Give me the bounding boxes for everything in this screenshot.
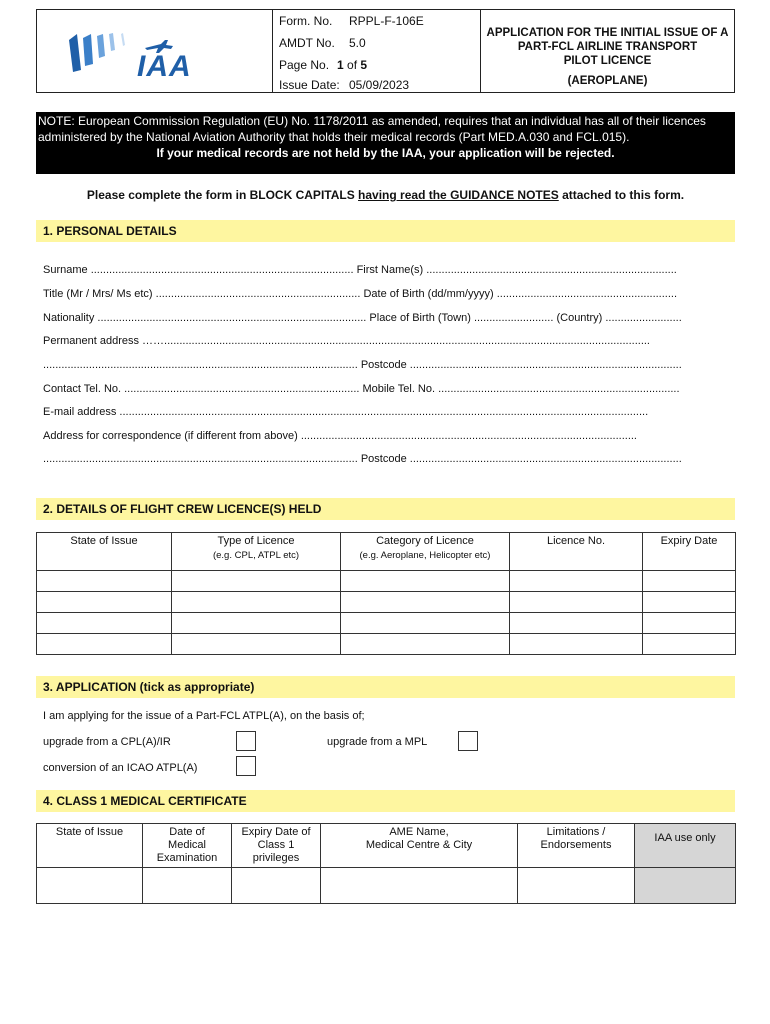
instruction-before: Please complete the form in BLOCK CAPITALS: [86, 188, 359, 202]
page-label: Page No.: [279, 58, 330, 72]
note-banner: [36, 112, 735, 174]
checkbox-icao-atpl[interactable]: [236, 756, 256, 776]
option-mpl-label: upgrade from a MPL: [327, 736, 428, 748]
page-current: 1: [337, 58, 344, 72]
application-intro: I am applying for the issue of a Part-FCL ATPL(A), on the basis of;: [43, 710, 365, 722]
telephone-field[interactable]: Contact Tel. No. ............................................................................. Mobile Tel. No. ...............................................................................: [43, 383, 680, 395]
title-line-2: PART-FCL AIRLINE TRANSPORT: [517, 41, 698, 53]
instruction-after: attached to this form.: [558, 188, 685, 202]
issue-date-label: Issue Date:: [279, 78, 340, 92]
table-row[interactable]: [37, 634, 736, 655]
postcode-field[interactable]: ....................................................................................................... Postcode .........................................................................................: [43, 359, 682, 371]
col-category-of-licence: Category of Licence (e.g. Aeroplane, Helicopter etc): [341, 533, 510, 571]
medical-header-row: [37, 824, 736, 868]
email-field[interactable]: E-mail address .............................................................................................................................................................................: [43, 406, 649, 418]
section-licences-held: 2. DETAILS OF FLIGHT CREW LICENCE(S) HELD: [36, 498, 735, 520]
col-ame-name: AME Name, Medical Centre & City: [321, 824, 518, 868]
table-row[interactable]: [37, 613, 736, 634]
table-row[interactable]: [37, 571, 736, 592]
section-application: 3. APPLICATION (tick as appropriate): [36, 676, 735, 698]
correspondence-address-field[interactable]: Address for correspondence (if different from above) ..............................................................................................................: [43, 430, 637, 442]
amdt-value: 5.0: [349, 36, 366, 50]
col-medical-state: State of Issue: [37, 824, 143, 868]
col-expiry-date: Expiry Date: [643, 533, 736, 571]
section-personal-details: 1. PERSONAL DETAILS: [36, 220, 735, 242]
title-line-4: (AEROPLANE): [567, 75, 648, 87]
amdt-label: AMDT No.: [279, 36, 335, 50]
form-meta: [272, 10, 481, 92]
licences-header-row: [37, 533, 736, 571]
col-iaa-use-only: IAA use only: [635, 824, 736, 868]
checkbox-mpl[interactable]: [458, 731, 478, 751]
note-text: NOTE: European Commission Regulation (EU) No. 1178/2011 as amended, requires that an individual has all of their licences administered by the National Aviation Authority that holds their medical records (Part MED.A.030 and FCL.015).: [38, 114, 706, 144]
correspondence-postcode-field[interactable]: ....................................................................................................... Postcode .........................................................................................: [43, 453, 682, 465]
option-icao-label: conversion of an ICAO ATPL(A): [43, 762, 198, 774]
section-medical-certificate: 4. CLASS 1 MEDICAL CERTIFICATE: [36, 790, 735, 812]
instruction-underlined: having read the GUIDANCE NOTES: [358, 188, 559, 202]
col-type-of-licence: Type of Licence (e.g. CPL, ATPL etc): [172, 533, 341, 571]
licences-table: [36, 532, 736, 655]
col-state-of-issue: State of Issue: [37, 533, 172, 571]
col-medical-date: Date of Medical Examination: [143, 824, 232, 868]
form-header: [36, 9, 735, 93]
note-warning: If your medical records are not held by the IAA, your application will be rejected.: [156, 146, 615, 160]
surname-field[interactable]: Surname ...................................................................................... First Name(s) ..................................................................................: [43, 264, 677, 276]
instruction-text: [36, 188, 735, 202]
issue-date-value: 05/09/2023: [349, 78, 410, 92]
form-title: [481, 10, 734, 92]
permanent-address-field[interactable]: Permanent address ……...............................................................................................................................................................: [43, 335, 650, 347]
page-total: 5: [360, 58, 368, 72]
form-no-value: RPPL-F-106E: [349, 14, 424, 28]
iaa-logo: [37, 10, 273, 92]
table-row[interactable]: [37, 868, 736, 904]
form-no-label: Form. No.: [279, 14, 333, 28]
col-medical-expiry: Expiry Date of Class 1 privileges: [232, 824, 321, 868]
title-line-1: APPLICATION FOR THE INITIAL ISSUE OF A: [486, 27, 729, 39]
checkbox-cpl-ir[interactable]: [236, 731, 256, 751]
title-dob-field[interactable]: Title (Mr / Mrs/ Ms etc) ................................................................... Date of Birth (dd/mm/yyyy) ...........................................................: [43, 288, 678, 300]
page-of: of: [347, 58, 358, 72]
medical-table: [36, 823, 736, 904]
logo-text: IAA: [137, 50, 192, 83]
option-cpl-ir-label: upgrade from a CPL(A)/IR: [43, 736, 171, 748]
col-limitations: Limitations / Endorsements: [518, 824, 635, 868]
nationality-field[interactable]: Nationality ........................................................................................ Place of Birth (Town) .......................... (Country) .........................: [43, 312, 682, 324]
table-row[interactable]: [37, 592, 736, 613]
title-line-3: PILOT LICENCE: [563, 55, 652, 67]
col-licence-no: Licence No.: [510, 533, 643, 571]
